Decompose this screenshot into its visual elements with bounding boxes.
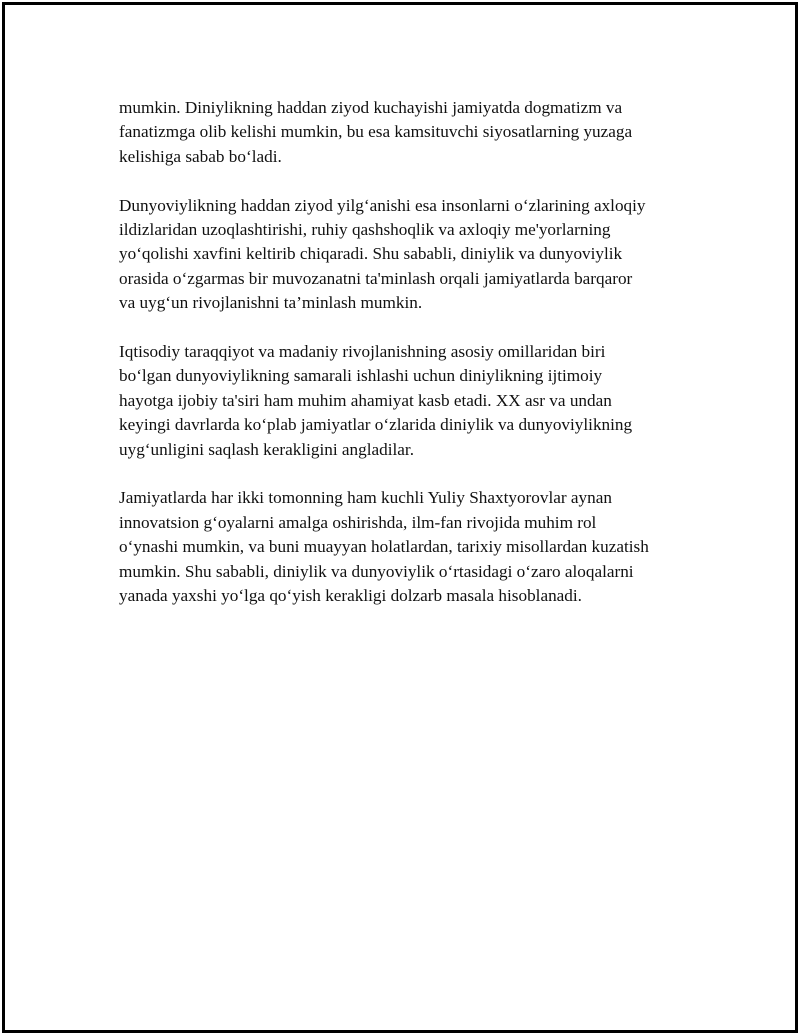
document-body [119,96,709,633]
text-line: kelishiga sabab bo‘ladi. [119,146,282,166]
text-line: yanada yaxshi yo‘lga qo‘yish kerakligi dolzarb masala hisoblanadi. [119,586,582,606]
text-line: hayotga ijobiy ta'siri ham muhim ahamiyat kasb etadi. XX asr va undan [119,390,612,410]
paragraph-1 [119,96,709,169]
text-line: Dunyoviylikning haddan ziyod yilg‘anishi esa insonlarni o‘zlarining axloqiy [119,195,646,215]
text-line: orasida o‘zgarmas bir muvozanatni ta'minlash orqali jamiyatlarda barqaror [119,268,633,288]
text-line: o‘ynashi mumkin, va buni muayyan holatlardan, tarixiy misollardan kuzatish [119,537,649,557]
paragraph-2 [119,194,709,316]
text-line: bo‘lgan dunyoviylikning samarali ishlashi uchun diniylikning ijtimoiy [119,366,603,386]
page-frame [2,2,798,1033]
text-line: Jamiyatlarda har ikki tomonning ham kuchli Yuliy Shaxtyorovlar aynan [119,488,612,508]
text-line: innovatsion g‘oyalarni amalga oshirishda, ilm-fan rivojida muhim rol [119,512,597,532]
text-line: uyg‘unligini saqlash kerakligini angladilar. [119,439,414,459]
text-line: mumkin. Shu sababli, diniylik va dunyoviylik o‘rtasidagi o‘zaro aloqalarni [119,561,634,581]
text-line: Iqtisodiy taraqqiyot va madaniy rivojlanishning asosiy omillaridan biri [119,342,606,362]
paragraph-3 [119,340,709,462]
text-line: va uyg‘un rivojlanishni ta’minlash mumkin. [119,293,423,313]
paragraph-4 [119,486,709,608]
text-line: yo‘qolishi xavfini keltirib chiqaradi. Shu sababli, diniylik va dunyoviylik [119,244,623,264]
text-line: ildizlaridan uzoqlashtirishi, ruhiy qashshoqlik va axloqiy me'yorlarning [119,220,611,240]
text-line: fanatizmga olib kelishi mumkin, bu esa kamsituvchi siyosatlarning yuzaga [119,122,633,142]
text-line: mumkin. Diniylikning haddan ziyod kuchayishi jamiyatda dogmatizm va [119,98,623,117]
text-line: keyingi davrlarda ko‘plab jamiyatlar o‘zlarida diniylik va dunyoviylikning [119,415,633,435]
